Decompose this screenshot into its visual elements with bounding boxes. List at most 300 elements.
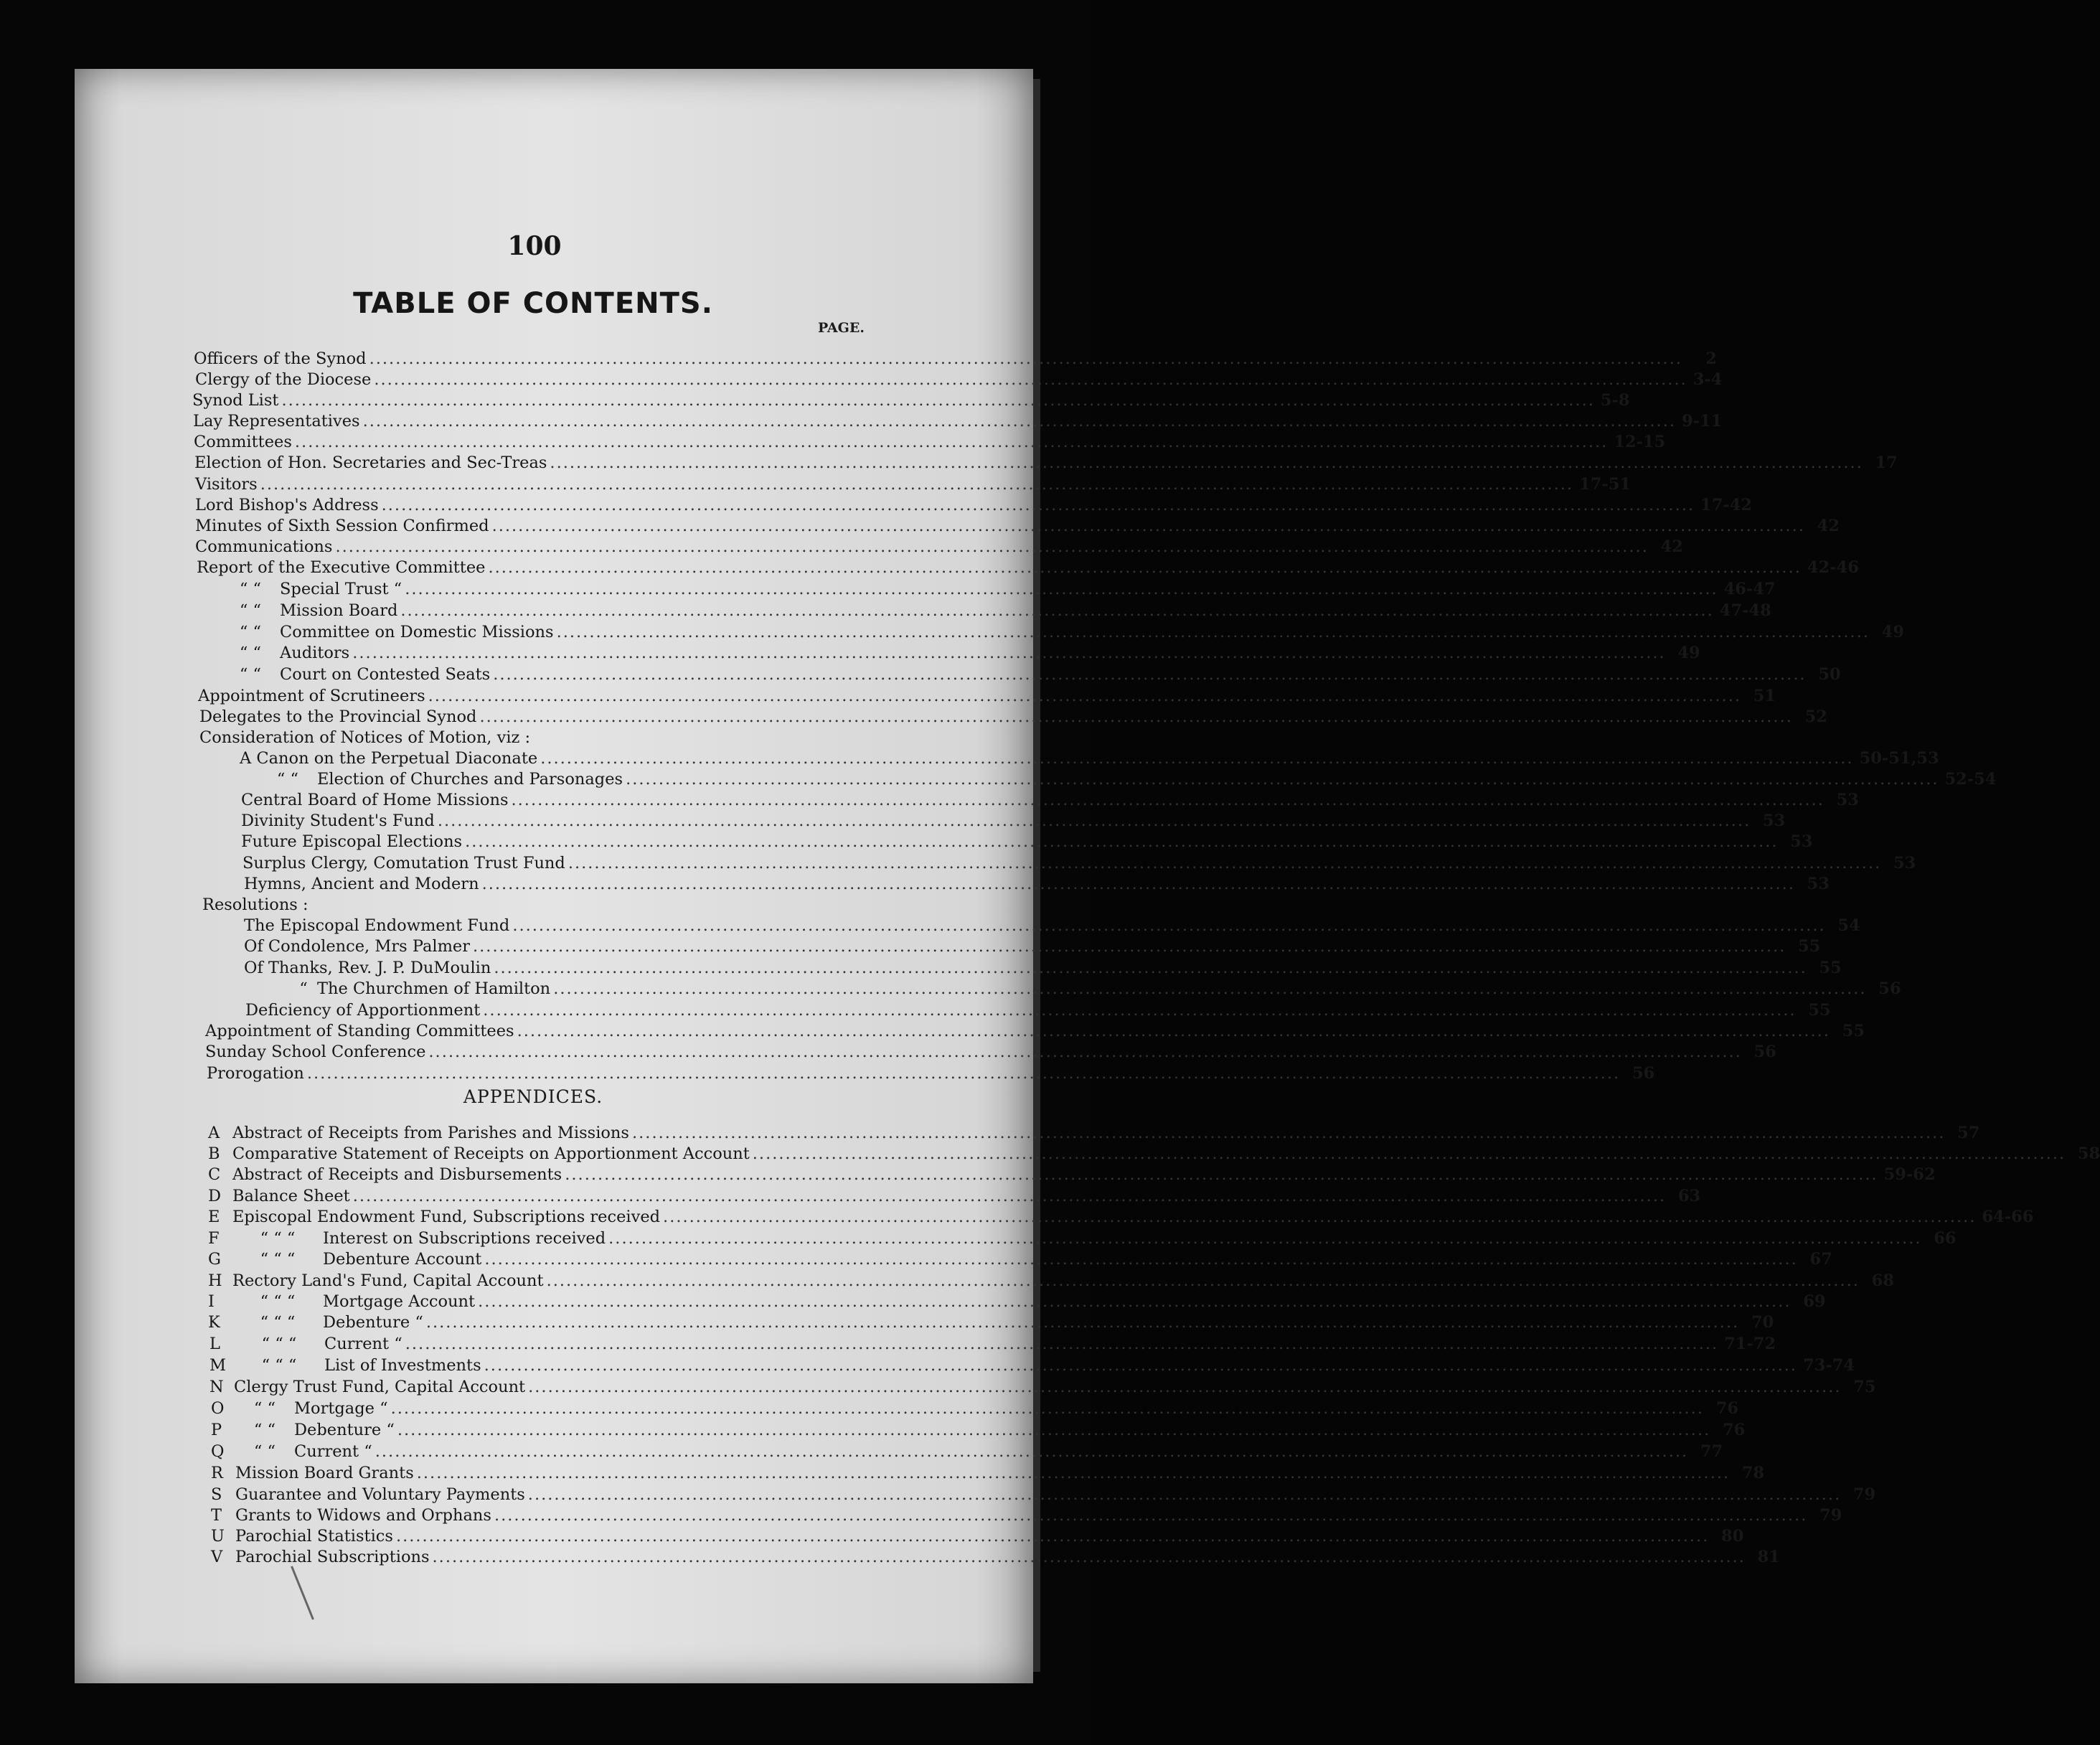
toc-entry-page: 5-8	[1600, 391, 1630, 410]
toc-entry-label	[195, 536, 332, 558]
appendices-heading: APPENDICES.	[463, 1086, 603, 1107]
appendix-label	[208, 1228, 606, 1249]
appendix-letter: E	[208, 1208, 220, 1226]
toc-entry-page: 17	[1875, 453, 1898, 472]
toc-entry-label	[290, 978, 550, 1000]
dot-leader: ........................................................................................................................................................................................................	[494, 959, 1807, 977]
dot-leader: ........................................................................................................................................................................................................	[425, 1313, 1740, 1332]
toc-entry-label	[244, 873, 479, 895]
dot-leader: ........................................................................................................................................................................................................	[517, 1022, 1831, 1040]
toc-entry-label	[205, 1020, 514, 1042]
appendix-row	[208, 1312, 1774, 1333]
appendix-row	[208, 1228, 1957, 1249]
toc-entry-row	[240, 748, 1939, 769]
dot-leader: ........................................................................................................................................................................................................	[390, 1399, 1704, 1418]
ditto-marks: “ “ “	[260, 1292, 296, 1311]
toc-entry-row	[241, 789, 1859, 811]
appendix-row	[211, 1484, 1876, 1505]
entry-text: Current “	[294, 1442, 372, 1461]
toc-entry-page: 53	[1762, 812, 1786, 830]
appendix-page: 69	[1803, 1292, 1826, 1311]
dot-leader: ........................................................................................................................................................................................................	[481, 875, 1795, 893]
entry-text: Abstract of Receipts and Disbursements	[232, 1165, 562, 1184]
dot-leader: ........................................................................................................................................................................................................	[626, 770, 1939, 789]
entry-text: Resolutions :	[202, 895, 309, 914]
entry-text: Surplus Clergy, Comutation Trust Fund	[243, 854, 565, 872]
toc-entry-page: 2	[1705, 349, 1718, 368]
ditto-marks: “ “	[239, 580, 262, 598]
toc-entry-page: 49	[1677, 644, 1700, 662]
entry-text: Consideration of Notices of Motion, viz :	[199, 728, 531, 747]
toc-entry-row	[244, 957, 1842, 979]
appendix-page: 59-62	[1883, 1165, 1936, 1184]
toc-entry-row	[202, 894, 890, 916]
appendix-label	[208, 1143, 750, 1165]
entry-text: Clergy Trust Fund, Capital Account	[234, 1378, 526, 1396]
entry-text: Court on Contested Seats	[280, 665, 491, 684]
dot-leader: ........................................................................................................................................................................................................	[512, 916, 1826, 935]
page-column-header: PAGE.	[818, 320, 865, 336]
entry-text: Episcopal Endowment Fund, Subscriptions received	[232, 1208, 661, 1226]
toc-entry-page: 49	[1881, 623, 1904, 641]
dot-leader: ........................................................................................................................................................................................................	[397, 1421, 1711, 1439]
entry-text: Future Episcopal Elections	[241, 832, 463, 851]
dot-leader: ........................................................................................................................................................................................................	[416, 1464, 1731, 1482]
dot-leader: ........................................................................................................................................................................................................	[428, 1043, 1742, 1061]
toc-entry-page: 55	[1842, 1022, 1865, 1040]
entry-text: Lord Bishop's Address	[195, 496, 379, 514]
entry-text: Interest on Subscriptions received	[323, 1229, 606, 1248]
toc-entry-row	[197, 557, 1859, 578]
appendix-row	[208, 1122, 1980, 1144]
appendix-label	[208, 1185, 350, 1207]
ditto-marks: “ “	[253, 1421, 276, 1439]
toc-entry-row	[244, 936, 1821, 957]
appendix-row	[209, 1376, 1876, 1398]
appendix-label	[208, 1206, 660, 1228]
appendix-page: 64-66	[1982, 1208, 2034, 1226]
appendix-row	[211, 1525, 1744, 1547]
appendix-label	[211, 1462, 414, 1484]
dot-leader: ........................................................................................................................................................................................................	[483, 1001, 1797, 1020]
dot-leader: ........................................................................................................................................................................................................	[405, 1335, 1719, 1353]
toc-entry-page: 50	[1818, 665, 1841, 684]
toc-entry-label	[198, 685, 425, 707]
appendix-row	[208, 1291, 1826, 1312]
entry-text: Committees	[194, 433, 292, 451]
ditto-marks: “ “	[239, 601, 262, 620]
toc-entry-label	[245, 1000, 480, 1021]
appendix-page: 66	[1934, 1229, 1957, 1248]
dot-leader: ........................................................................................................................................................................................................	[437, 812, 1751, 830]
toc-entry-page: 54	[1837, 916, 1860, 935]
appendix-row	[209, 1355, 1855, 1376]
dot-leader: ........................................................................................................................................................................................................	[546, 1271, 1860, 1290]
appendix-label	[208, 1291, 475, 1312]
dot-leader: ........................................................................................................................................................................................................	[432, 1548, 1746, 1566]
toc-entry-label	[194, 348, 367, 370]
toc-entry-row	[290, 978, 1901, 1000]
entry-text: Election of Churches and Parsonages	[317, 770, 623, 789]
toc-entry-row	[221, 578, 1776, 600]
appendix-row	[211, 1505, 1842, 1526]
entry-text: Officers of the Synod	[194, 349, 367, 368]
toc-entry-label	[195, 515, 489, 537]
appendix-label	[211, 1484, 525, 1505]
appendix-letter: B	[208, 1144, 220, 1163]
toc-entry-row	[195, 369, 1723, 390]
appendix-row	[208, 1185, 1701, 1207]
toc-entry-row	[194, 431, 1666, 453]
toc-entry-page: 46-47	[1723, 580, 1776, 598]
toc-entry-row	[245, 1000, 1831, 1021]
dot-leader: ........................................................................................................................................................................................................	[478, 1292, 1791, 1311]
dot-leader: ........................................................................................................................................................................................................	[608, 1229, 1922, 1248]
appendix-page: 80	[1721, 1527, 1744, 1546]
entry-text: Rectory Land's Fund, Capital Account	[232, 1271, 544, 1290]
appendix-label	[209, 1376, 525, 1398]
toc-entry-label	[193, 410, 360, 432]
dot-leader: ........................................................................................................................................................................................................	[550, 453, 1863, 472]
appendix-row	[209, 1333, 1776, 1355]
dot-leader: ........................................................................................................................................................................................................	[553, 979, 1867, 998]
dot-leader: ........................................................................................................................................................................................................	[306, 1064, 1621, 1083]
appendix-letter: Q	[211, 1442, 225, 1461]
toc-entry-label	[195, 369, 371, 390]
entry-text: Debenture Account	[323, 1250, 482, 1269]
page-number: 100	[507, 231, 562, 261]
appendix-label	[211, 1546, 430, 1568]
toc-entry-page: 52	[1804, 707, 1827, 726]
dot-leader: ........................................................................................................................................................................................................	[294, 433, 1609, 451]
toc-entry-row	[192, 390, 1630, 411]
toc-entry-page: 42	[1660, 537, 1683, 556]
toc-entry-page: 55	[1819, 959, 1842, 977]
entry-text: The Episcopal Endowment Fund	[244, 916, 510, 935]
toc-entry-row	[194, 452, 1898, 474]
dot-leader: ........................................................................................................................................................................................................	[565, 1165, 1878, 1184]
appendix-page: 76	[1715, 1399, 1738, 1418]
toc-entry-row	[221, 642, 1700, 664]
dot-leader: ........................................................................................................................................................................................................	[281, 391, 1595, 410]
dot-leader: ........................................................................................................................................................................................................	[752, 1144, 2066, 1163]
dot-leader: ........................................................................................................................................................................................................	[374, 370, 1687, 389]
toc-entry-page: 12-15	[1614, 433, 1666, 451]
appendix-letter: F	[208, 1229, 220, 1248]
ditto-marks: “ “	[276, 770, 299, 789]
dot-leader: ........................................................................................................................................................................................................	[540, 749, 1854, 768]
entry-text: Mission Board Grants	[235, 1464, 414, 1482]
toc-entry-label	[221, 578, 402, 600]
toc-entry-row	[244, 873, 1830, 895]
appendix-letter: T	[211, 1506, 222, 1525]
toc-entry-label	[194, 452, 547, 474]
appendix-letter: L	[209, 1335, 220, 1353]
dot-leader: ........................................................................................................................................................................................................	[511, 791, 1824, 809]
dot-leader: ........................................................................................................................................................................................................	[352, 644, 1666, 662]
appendix-label	[211, 1398, 388, 1419]
entry-text: Auditors	[280, 644, 350, 662]
dot-leader: ........................................................................................................................................................................................................	[491, 517, 1805, 535]
appendix-row	[211, 1546, 1780, 1568]
appendix-letter: H	[208, 1271, 222, 1290]
entry-text: Report of the Executive Committee	[197, 558, 486, 577]
toc-entry-row	[241, 831, 1813, 852]
entry-text: Special Trust “	[280, 580, 402, 598]
toc-entry-row	[195, 536, 1683, 558]
toc-entry-label	[244, 915, 509, 936]
entry-text: Election of Hon. Secretaries and Sec-Treas	[194, 453, 547, 472]
entry-text: Current “	[324, 1335, 402, 1353]
entry-text: Committee on Domestic Missions	[280, 623, 554, 641]
dot-leader: ........................................................................................................................................................................................................	[465, 832, 1779, 851]
toc-entry-row	[198, 685, 1776, 707]
appendix-label	[211, 1441, 372, 1462]
appendix-letter: K	[208, 1313, 220, 1332]
entry-text: Visitors	[195, 475, 258, 494]
toc-entry-page: 3-4	[1692, 370, 1723, 389]
dot-leader: ........................................................................................................................................................................................................	[369, 349, 1683, 368]
appendix-page: 58	[2077, 1144, 2100, 1163]
dot-leader: ........................................................................................................................................................................................................	[375, 1442, 1689, 1461]
appendix-letter: I	[208, 1292, 215, 1311]
toc-entry-row	[241, 810, 1786, 832]
ditto-marks: “ “	[239, 623, 262, 641]
ditto-marks: “	[299, 979, 308, 998]
toc-entry-label	[192, 390, 278, 411]
dot-leader: ........................................................................................................................................................................................................	[362, 412, 1676, 431]
appendix-label	[208, 1270, 544, 1292]
appendix-letter: A	[208, 1124, 220, 1142]
toc-entry-row	[194, 348, 1718, 370]
toc-entry-page: 55	[1798, 937, 1821, 956]
appendix-row	[208, 1248, 1832, 1270]
appendix-letter: R	[211, 1464, 223, 1482]
toc-entry-page: 17-51	[1579, 475, 1631, 494]
toc-entry-label	[221, 600, 397, 621]
appendix-letter: P	[211, 1421, 222, 1439]
appendix-label	[211, 1419, 395, 1441]
dot-leader: ........................................................................................................................................................................................................	[494, 1506, 1808, 1525]
ditto-marks: “ “	[253, 1442, 276, 1461]
ditto-marks: “ “ “	[261, 1356, 297, 1375]
ditto-marks: “ “ “	[260, 1229, 296, 1248]
dot-leader: ........................................................................................................................................................................................................	[479, 707, 1793, 726]
toc-entry-page: 53	[1893, 854, 1916, 872]
appendix-page: 73-74	[1803, 1356, 1855, 1375]
toc-entry-page: 56	[1631, 1064, 1655, 1083]
toc-entry-row	[193, 410, 1723, 432]
toc-entry-label	[221, 642, 349, 664]
dot-leader: ........................................................................................................................................................................................................	[395, 1527, 1710, 1546]
toc-entry-row	[221, 600, 1771, 621]
toc-entry-page: 17-42	[1700, 496, 1753, 514]
appendix-label	[208, 1122, 629, 1144]
entry-text: Grants to Widows and Orphans	[235, 1506, 491, 1525]
toc-entry-row	[244, 915, 1860, 936]
toc-entry-row	[243, 852, 1916, 874]
toc-entry-label	[207, 1063, 304, 1084]
entry-text: Divinity Student's Fund	[241, 812, 435, 830]
toc-entry-page: 50-51,53	[1859, 749, 1939, 768]
entry-text: Comparative Statement of Receipts on Apportionment Account	[232, 1144, 750, 1163]
dot-leader: ........................................................................................................................................................................................................	[405, 580, 1718, 598]
appendix-row	[208, 1164, 1936, 1185]
ditto-marks: “ “	[253, 1399, 276, 1418]
toc-entry-row	[199, 706, 1827, 728]
toc-entry-page: 56	[1878, 979, 1901, 998]
entry-text: Mortgage “	[294, 1399, 388, 1418]
toc-entry-label	[202, 894, 309, 916]
appendix-row	[208, 1270, 1894, 1292]
entry-text: Delegates to the Provincial Synod	[199, 707, 477, 726]
toc-entry-page: 56	[1753, 1043, 1776, 1061]
toc-entry-label	[199, 727, 530, 748]
toc-entry-row	[221, 664, 1841, 685]
dot-leader: ........................................................................................................................................................................................................	[527, 1485, 1842, 1504]
dot-leader: ........................................................................................................................................................................................................	[352, 1187, 1667, 1205]
entry-text: Appointment of Scrutineers	[198, 687, 425, 705]
entry-text: Balance Sheet	[232, 1187, 350, 1205]
appendix-page: 78	[1741, 1464, 1765, 1482]
page-title: TABLE OF CONTENTS.	[353, 287, 713, 320]
dot-leader: ........................................................................................................................................................................................................	[260, 475, 1574, 494]
dot-leader: ........................................................................................................................................................................................................	[663, 1208, 1977, 1226]
toc-entry-label	[194, 431, 292, 453]
toc-entry-page: 42	[1817, 517, 1840, 535]
toc-entry-row	[221, 621, 1904, 643]
toc-entry-label	[241, 810, 435, 832]
toc-entry-page: 52-54	[1944, 770, 1997, 789]
appendix-letter: U	[211, 1527, 225, 1546]
toc-entry-row	[195, 474, 1631, 495]
dot-leader: ........................................................................................................................................................................................................	[428, 687, 1742, 705]
toc-entry-label	[240, 748, 537, 769]
appendix-row	[211, 1462, 1765, 1484]
toc-entry-label	[221, 621, 554, 643]
entry-text: Synod List	[192, 391, 279, 410]
entry-text: Lay Representatives	[193, 412, 360, 431]
appendix-label	[209, 1333, 402, 1355]
appendix-row	[211, 1419, 1746, 1441]
appendix-page: 70	[1751, 1313, 1774, 1332]
toc-entry-label	[258, 768, 623, 790]
dot-leader: ........................................................................................................................................................................................................	[473, 937, 1786, 956]
toc-entry-row	[195, 494, 1753, 516]
appendix-letter: N	[209, 1378, 224, 1396]
toc-entry-label	[243, 852, 565, 874]
appendix-page: 77	[1700, 1442, 1723, 1461]
dot-leader: ........................................................................................................................................................................................................	[631, 1124, 1946, 1142]
dot-leader: ........................................................................................................................................................................................................	[528, 1378, 1842, 1396]
appendix-label	[208, 1248, 481, 1270]
appendix-letter: D	[208, 1187, 222, 1205]
toc-entry-page: 51	[1753, 687, 1776, 705]
toc-entry-row	[199, 727, 887, 748]
appendix-page: 79	[1819, 1506, 1842, 1525]
entry-text: List of Investments	[324, 1356, 481, 1375]
entry-text: Debenture “	[323, 1313, 423, 1332]
ditto-marks: “ “	[239, 644, 262, 662]
entry-text: Central Board of Home Missions	[241, 791, 509, 809]
entry-text: Mission Board	[280, 601, 398, 620]
entry-text: Deficiency of Apportionment	[245, 1001, 481, 1020]
appendix-page: 57	[1957, 1124, 1980, 1142]
toc-entry-row	[205, 1020, 1865, 1042]
entry-text: Communications	[195, 537, 333, 556]
entry-text: The Churchmen of Hamilton	[317, 979, 551, 998]
entry-text: Parochial Statistics	[235, 1527, 393, 1546]
entry-text: Clergy of the Diocese	[195, 370, 372, 389]
toc-entry-label	[244, 936, 470, 957]
toc-entry-label	[195, 494, 379, 516]
appendix-label	[209, 1355, 481, 1376]
appendix-letter: C	[208, 1165, 221, 1184]
toc-entry-page: 42-46	[1807, 558, 1859, 577]
entry-text: Appointment of Standing Committees	[205, 1022, 514, 1040]
toc-entry-page: 53	[1836, 791, 1859, 809]
appendix-page: 63	[1677, 1187, 1701, 1205]
appendix-label	[208, 1312, 423, 1333]
appendix-page: 81	[1757, 1548, 1780, 1566]
dot-leader: ........................................................................................................................................................................................................	[484, 1250, 1798, 1269]
appendix-page: 71-72	[1724, 1335, 1776, 1353]
toc-entry-row	[207, 1063, 1655, 1084]
appendix-letter: M	[209, 1356, 227, 1375]
toc-entry-label	[241, 831, 462, 852]
dot-leader: ........................................................................................................................................................................................................	[568, 854, 1882, 872]
dot-leader: ........................................................................................................................................................................................................	[493, 665, 1807, 684]
entry-text: Of Condolence, Mrs Palmer	[244, 937, 470, 956]
entry-text: Abstract of Receipts from Parishes and Missions	[232, 1124, 629, 1142]
appendix-page: 79	[1852, 1485, 1876, 1504]
dot-leader: ........................................................................................................................................................................................................	[381, 496, 1695, 514]
appendix-label	[208, 1164, 562, 1185]
entry-text: Hymns, Ancient and Modern	[244, 875, 479, 893]
dot-leader: ........................................................................................................................................................................................................	[556, 623, 1870, 641]
dot-leader: ........................................................................................................................................................................................................	[400, 601, 1714, 620]
toc-entry-row	[205, 1041, 1776, 1063]
appendix-letter: O	[211, 1399, 225, 1418]
ditto-marks: “ “ “	[260, 1313, 296, 1332]
toc-entry-label	[221, 664, 490, 685]
entry-text: Sunday School Conference	[205, 1043, 426, 1061]
dot-leader: ........................................................................................................................................................................................................	[335, 537, 1649, 556]
entry-text: Mortgage Account	[323, 1292, 476, 1311]
appendix-page: 67	[1809, 1250, 1832, 1269]
ditto-marks: “ “ “	[261, 1335, 297, 1353]
appendix-row	[208, 1206, 2034, 1228]
toc-entry-row	[258, 768, 1997, 790]
appendix-row	[211, 1398, 1738, 1419]
appendix-page: 68	[1871, 1271, 1894, 1290]
toc-entry-label	[195, 474, 258, 495]
appendix-label	[211, 1525, 393, 1547]
toc-entry-page: 47-48	[1719, 601, 1771, 620]
ditto-marks: “ “ “	[260, 1250, 296, 1269]
dot-leader: ........................................................................................................................................................................................................	[488, 558, 1802, 577]
toc-entry-label	[205, 1041, 425, 1063]
entry-text: Of Thanks, Rev. J. P. DuMoulin	[244, 959, 491, 977]
entry-text: Parochial Subscriptions	[235, 1548, 430, 1566]
toc-entry-page: 9-11	[1682, 412, 1723, 431]
entry-text: Guarantee and Voluntary Payments	[235, 1485, 525, 1504]
toc-entry-page: 53	[1790, 832, 1813, 851]
appendix-letter: V	[211, 1548, 223, 1566]
appendix-page: 75	[1853, 1378, 1876, 1396]
entry-text: Debenture “	[294, 1421, 395, 1439]
appendix-row	[211, 1441, 1723, 1462]
